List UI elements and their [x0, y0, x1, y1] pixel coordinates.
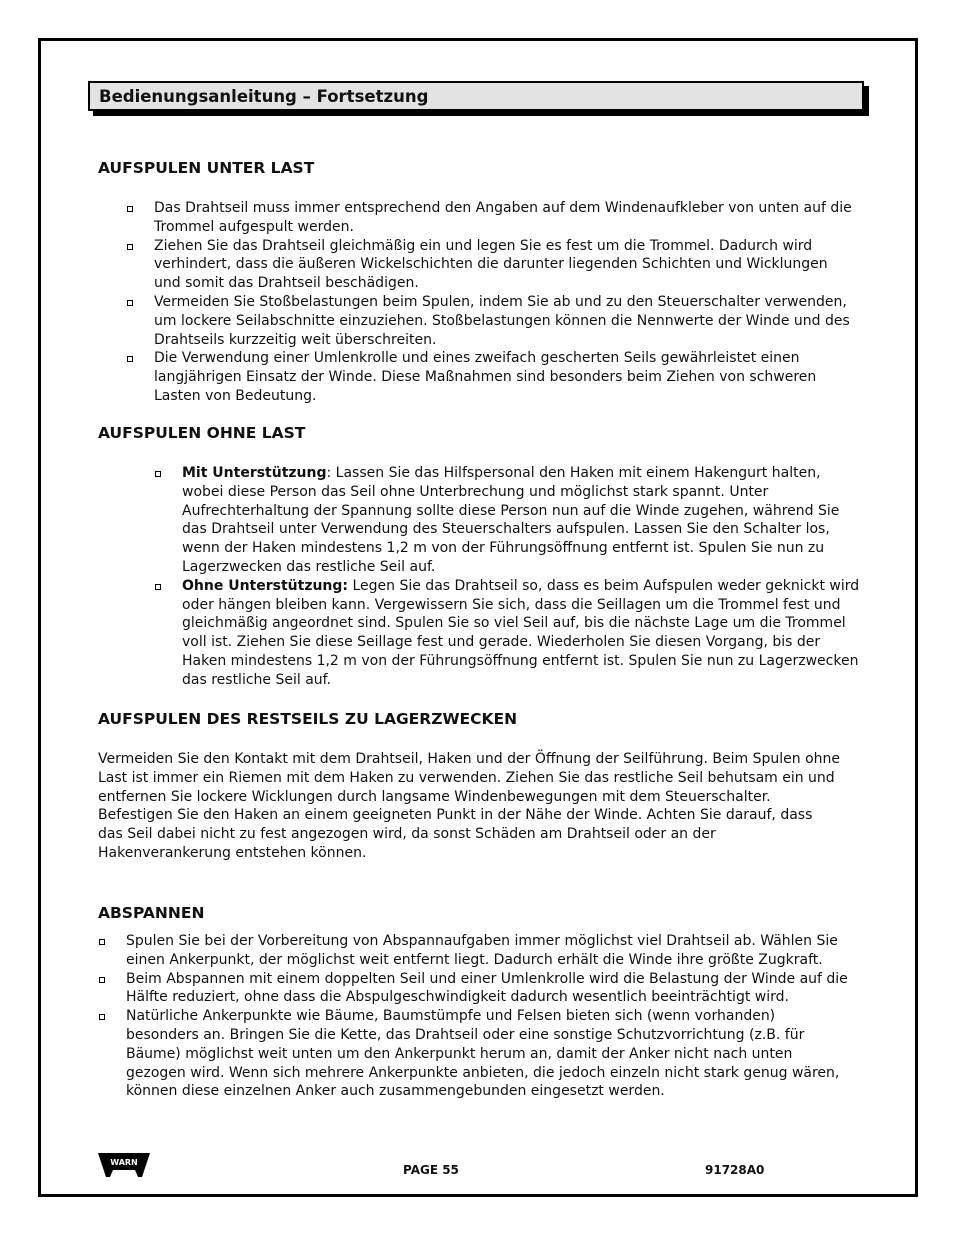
checkbox-bullet-icon: [99, 977, 105, 983]
checkbox-bullet-icon: [127, 300, 133, 306]
section-title-aufspulen-unter-last: AUFSPULEN UNTER LAST: [98, 159, 315, 177]
warn-logo-icon: [98, 1153, 150, 1177]
checkbox-bullet-icon: [127, 356, 133, 362]
section-title-aufspulen-ohne-last: AUFSPULEN OHNE LAST: [98, 424, 306, 442]
list-item: Beim Abspannen mit einem doppelten Seil und einer Umlenkrolle wird die Belastung der Winde auf die Hälfte reduziert, ohne dass die Abspulgeschwindigkeit dadurch wesentlich beeinträchtigt wird.: [126, 970, 850, 1008]
section-title-abspannen: ABSPANNEN: [98, 904, 205, 922]
list-aufspulen-ohne-last: [182, 464, 860, 690]
page-number: PAGE 55: [403, 1163, 459, 1177]
list-aufspulen-unter-last: [154, 199, 858, 406]
checkbox-bullet-icon: [99, 1014, 105, 1020]
document-number: 91728A0: [705, 1163, 765, 1177]
list-item: Mit Unterstützung: Lassen Sie das Hilfspersonal den Haken mit einem Hakengurt halten, wobei diese Person das Seil ohne Unterbrechung und möglichst stark spannt. Unter Aufrechterhaltung der Spannung sollte diese Person nun auf die Winde zugehen, während Sie das Drahtseil unter Verwendung des Steuerschalters aufspulen. Lassen Sie den Schalter los, wenn der Haken mindestens 1,2 m von der Führungsöffnung entfernt ist. Spulen Sie nun zu Lagerzwecken das restliche Seil auf.: [182, 464, 860, 577]
list-item: Das Drahtseil muss immer entsprechend den Angaben auf dem Windenaufkleber von unten auf die Trommel aufgespult werden.: [154, 199, 858, 237]
checkbox-bullet-icon: [155, 584, 161, 590]
list-item: Die Verwendung einer Umlenkrolle und eines zweifach gescherten Seils gewährleistet einen langjährigen Einsatz der Winde. Diese Maßnahmen sind besonders beim Ziehen von schweren Lasten von Bedeutung.: [154, 349, 858, 405]
checkbox-bullet-icon: [99, 939, 105, 945]
checkbox-bullet-icon: [127, 244, 133, 250]
warn-logo: [98, 1153, 150, 1181]
list-item: Vermeiden Sie Stoßbelastungen beim Spulen, indem Sie ab und zu den Steuerschalter verwenden, um lockere Seilabschnitte einzuziehen. Stoßbelastungen können die Nennwerte der Winde und des Drahtseils kurzzeitig weit überschreiten.: [154, 293, 858, 349]
list-item: Spulen Sie bei der Vorbereitung von Abspannaufgaben immer möglichst viel Drahtseil ab. Wählen Sie einen Ankerpunkt, der möglichst weit entfernt liegt. Dadurch erhält die Winde ihre größte Zugkraft.: [126, 932, 850, 970]
section-header-bar: [88, 81, 864, 111]
svg-text:WARN: WARN: [110, 1158, 138, 1167]
list-item: Ziehen Sie das Drahtseil gleichmäßig ein und legen Sie es fest um die Trommel. Dadurch wird verhindert, dass die äußeren Wickelschichten die darunter liegenden Schichten und Wicklungen und somit das Drahtseil beschädigen.: [154, 237, 858, 293]
checkbox-bullet-icon: [155, 471, 161, 477]
list-item: Ohne Unterstützung: Legen Sie das Drahtseil so, dass es beim Aufspulen weder geknickt wird oder hängen bleiben kann. Vergewissern Sie sich, dass die Seillagen um die Trommel fest und gleichmäßig angeordnet sind. Spulen Sie so viel Seil auf, bis die nächste Lage um die Trommel voll ist. Ziehen Sie diese Seillage fest und gerade. Wiederholen Sie diesen Vorgang, bis der Haken mindestens 1,2 m von der Führungsöffnung entfernt ist. Spulen Sie nun zu Lagerzwecken das restliche Seil auf.: [182, 577, 860, 690]
section-title-restseil: AUFSPULEN DES RESTSEILS ZU LAGERZWECKEN: [98, 710, 518, 728]
restseil-paragraph: Vermeiden Sie den Kontakt mit dem Drahtseil, Haken und der Öffnung der Seilführung. Beim Spulen ohne Last ist immer ein Riemen mit dem Haken zu verwenden. Ziehen Sie das restliche Seil behutsam ein und entfernen Sie lockere Wicklungen durch langsame Windenbewegungen mit dem Steuerschalter. Befestigen Sie den Haken an einem geeigneten Punkt in der Nähe der Winde. Achten Sie darauf, dass das Seil dabei nicht zu fest angezogen wird, da sonst Schäden am Drahtseil oder an der Hakenverankerung entstehen können.: [98, 751, 840, 861]
checkbox-bullet-icon: [127, 206, 133, 212]
page-title: Bedienungsanleitung – Fortsetzung: [99, 87, 429, 106]
list-abspannen: [126, 932, 850, 1101]
list-item: Natürliche Ankerpunkte wie Bäume, Baumstümpfe und Felsen bieten sich (wenn vorhanden) besonders an. Bringen Sie die Kette, das Drahtseil oder eine sonstige Schutzvorrichtung (z.B. für Bäume) möglichst weit unten um den Ankerpunkt herum an, damit der Anker nicht nach unten gezogen wird. Wenn sich mehrere Ankerpunkte anbieten, die jedoch einzeln nicht stark genug wären, können diese einzelnen Anker auch zusammengebunden eingesetzt werden.: [126, 1007, 850, 1101]
